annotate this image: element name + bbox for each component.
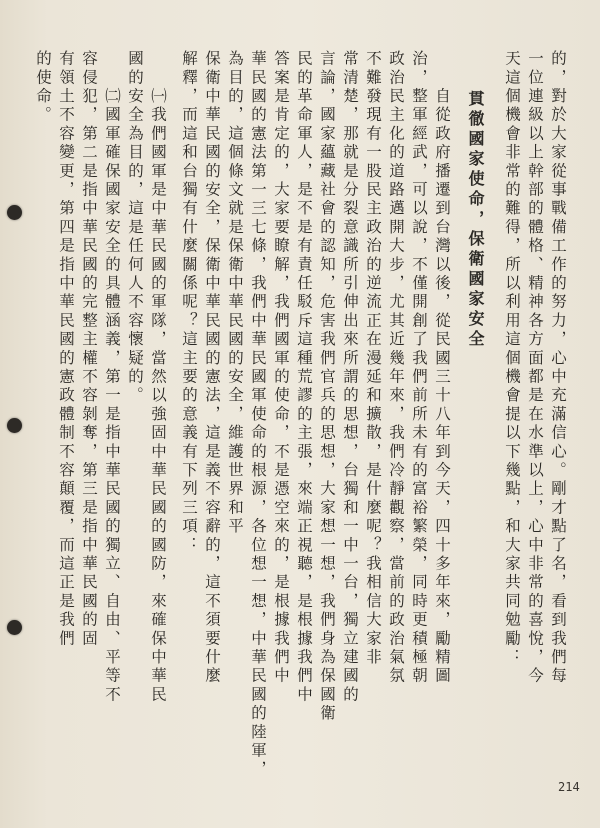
binder-hole bbox=[7, 205, 22, 220]
text-column: 言論，國家蘊藏社會的認知，危害我們官兵的思想，大家想一想，我們身為保國衛 bbox=[318, 50, 336, 724]
page-number: 214 bbox=[558, 780, 580, 794]
text-column: 保衛中華民國的安全，保衛中華民國的憲法，這是義不容辭的，這不須要什麼 bbox=[203, 50, 221, 686]
text-column: 解釋，而這和台獨有什麼關係呢？這主要的意義有下列三項： bbox=[180, 50, 198, 555]
text-column: 治，整軍經武，可以說，不僅開創了我們前所未有的富裕繁榮，同時更積極朝 bbox=[410, 50, 428, 686]
text-column: 華民國的憲法第一三七條，我們中華民國軍使命的根源，各位想一想，中華民國的陸軍， bbox=[249, 50, 267, 780]
text-column: 一位連級以上幹部的體格、精神各方面都是在水準以上，心中非常的喜悅，今 bbox=[526, 50, 544, 686]
text-column: 不難發現有一股民主政治的逆流正在漫延和擴散，是什麼呢？我相信大家非 bbox=[364, 50, 382, 668]
binder-hole bbox=[7, 418, 22, 433]
text-column: 答案是肯定的，大家要瞭解，我們國軍的使命，不是憑空來的，是根據我們中 bbox=[272, 50, 290, 686]
text-column: 容侵犯，第二是指中華民國的完整主權不容剝奪，第三是指中華民國的固 bbox=[80, 50, 98, 649]
text-column: 民的革命軍人，是不是有責任駁斥這種荒謬的主張，來端正視聽，是根據我們中 bbox=[295, 50, 313, 705]
text-column: 天這個機會非常的難得，所以利用這個機會提以下幾點，和大家共同勉勵： bbox=[503, 50, 521, 668]
text-column: 自從政府播遷到台灣以後，從民國三十八年到今天，四十多年來，勵精圖 bbox=[433, 50, 451, 686]
section-heading: 貫徹國家使命，保衛國家安全 bbox=[466, 50, 485, 350]
text-column: 為目的，這個條文就是保衛中華民國的安全，維護世界和平 bbox=[226, 50, 244, 537]
text-column: ㈡國軍確保國家安全的具體涵義，第一是指中華民國的獨立、自由、平等不 bbox=[103, 50, 121, 705]
text-column: 的，對於大家從事戰備工作的努力，心中充滿信心。剛才點了名，看到我們每 bbox=[549, 50, 567, 686]
text-column: 的使命。 bbox=[34, 50, 52, 125]
text-column: 有領土不容變更，第四是指中華民國的憲政體制不容顛覆，而這正是我們 bbox=[57, 50, 75, 649]
text-column: 政治民主化的道路邁開大步，尤其近幾年來，我們冷靜觀察，當前的政治氣氛 bbox=[387, 50, 405, 686]
text-column: ㈠我們國軍是中華民國的軍隊，當然以強固中華民國的國防，來確保中華民 bbox=[149, 50, 167, 705]
binder-hole bbox=[7, 620, 22, 635]
text-column: 常清楚，那就是分裂意識所引伸出來所謂的思想，台獨和一中一台，獨立建國的 bbox=[341, 50, 359, 705]
text-column: 國的安全為目的，這是任何人不容懷疑的。 bbox=[126, 50, 144, 406]
